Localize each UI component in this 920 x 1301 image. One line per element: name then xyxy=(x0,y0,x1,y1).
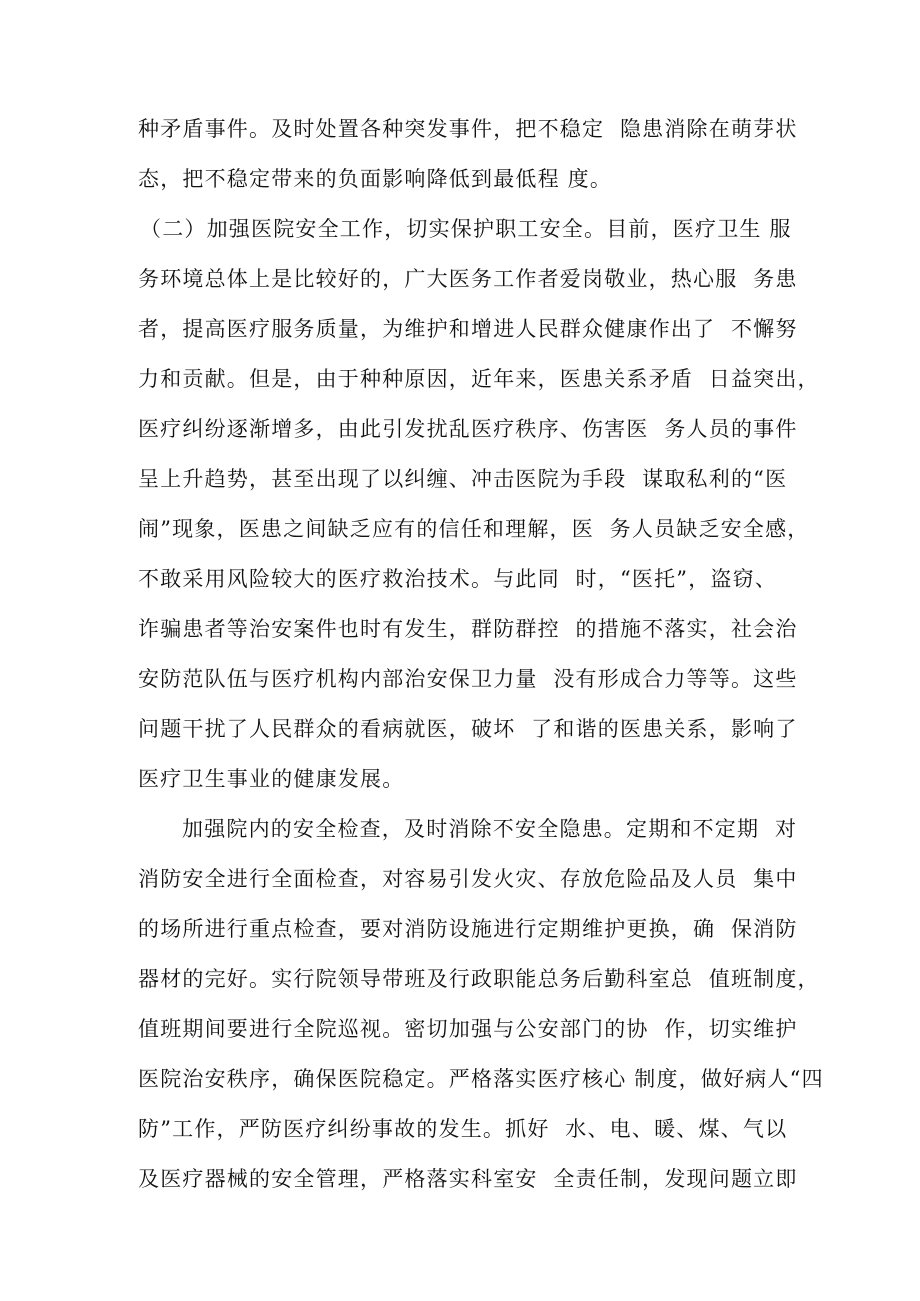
text-line: 诈骗患者等治安案件也时有发生，群防群控 的措施不落实，社会治 xyxy=(138,617,798,641)
text-line: 医疗卫生事业的健康发展。 xyxy=(138,767,405,791)
text-line: 安防范队伍与医疗机构内部治安保卫力量 没有形成合力等等。这些 xyxy=(138,667,798,691)
text-line: 器材的完好。实行院领导带班及行政职能总务后勤科室总 值班制度， xyxy=(138,967,820,991)
text-line: 的场所进行重点检查，要对消防设施进行定期维护更换，确 保消防 xyxy=(138,917,798,941)
text-line: 不敢采用风险较大的医疗救治技术。与此同 时，“医托”，盗窃、 xyxy=(138,567,778,591)
text-line: 态，把不稳定带来的负面影响降低到最低程 度。 xyxy=(138,167,613,191)
text-line: 消防安全进行全面检查，对容易引发火灾、存放危险品及人员 集中 xyxy=(138,867,798,891)
text-line: 种矛盾事件。及时处置各种突发事件，把不稳定 隐患消除在萌芽状 xyxy=(138,117,798,141)
text-line: 力和贡献。但是，由于种种原因，近年来，医患关系矛盾 日益突出， xyxy=(138,367,820,391)
text-line: 问题干扰了人民群众的看病就医，破坏 了和谐的医患关系，影响了 xyxy=(138,717,798,741)
text-line: 医院治安秩序，确保医院稳定。严格落实医疗核心 制度，做好病人“四 xyxy=(138,1067,824,1091)
text-line: 闹”现象，医患之间缺乏应有的信任和理解，医 务人员缺乏安全感， xyxy=(138,517,810,541)
text-line: 务环境总体上是比较好的，广大医务工作者爱岗敬业，热心服 务患 xyxy=(138,267,798,291)
text-line: 医疗纠纷逐渐增多，由此引发扰乱医疗秩序、伤害医 务人员的事件 xyxy=(138,417,798,441)
text-line: 及医疗器械的安全管理，严格落实科室安 全责任制，发现问题立即 xyxy=(138,1167,798,1191)
text-line: 值班期间要进行全院巡视。密切加强与公安部门的协 作，切实维护 xyxy=(138,1017,798,1041)
section-heading-line: （二）加强医院安全工作，切实保护职工安全。目前，医疗卫生 服 xyxy=(140,217,792,241)
text-line: 呈上升趋势，甚至出现了以纠缠、冲击医院为手段 谋取私利的“医 xyxy=(138,467,788,491)
text-line: 防”工作，严防医疗纠纷事故的发生。抓好 水、电、暖、煤、气以 xyxy=(138,1117,788,1141)
paragraph-start-line: 加强院内的安全检查，及时消除不安全隐患。定期和不定期 对 xyxy=(182,817,798,841)
text-line: 者，提高医疗服务质量，为维护和增进人民群众健康作出了 不懈努 xyxy=(138,317,798,341)
